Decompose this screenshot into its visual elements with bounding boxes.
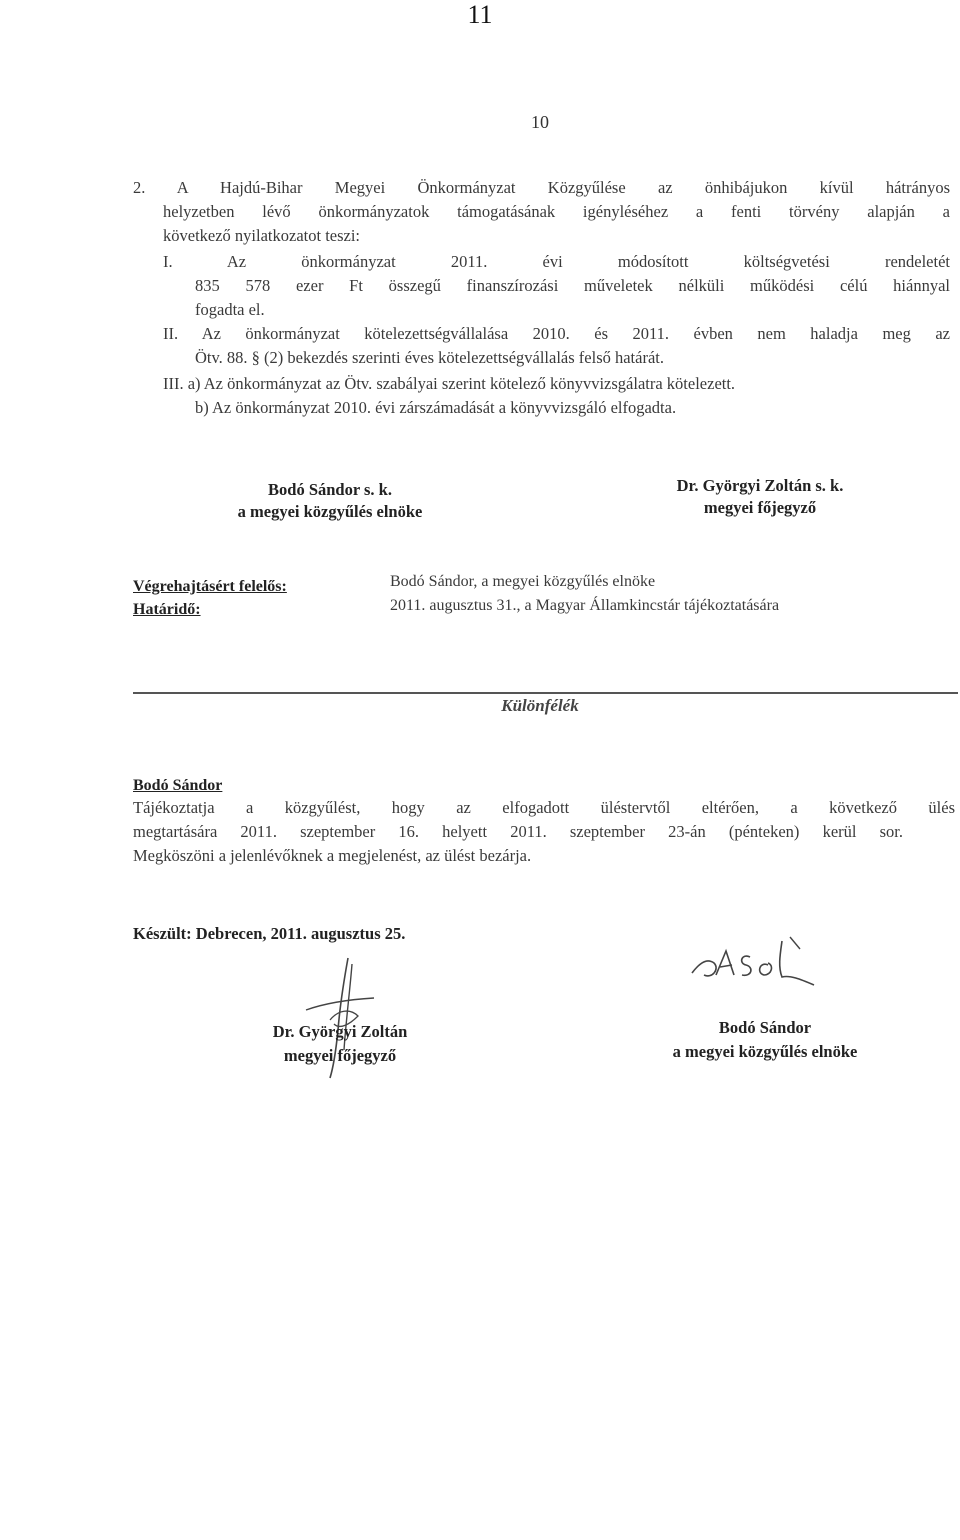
point1-line3: fogadta el. <box>195 300 265 319</box>
responsible-label: Végrehajtásért felelős: <box>133 578 287 595</box>
misc-line3: Megköszöni a jelenlévőknek a megjelenést, az ülést bezárja. <box>133 846 532 865</box>
speaker-name: Bodó Sándor <box>133 777 223 794</box>
outer-page-number: 11 <box>467 0 493 29</box>
top-left-signer-title: a megyei közgyűlés elnöke <box>237 502 423 521</box>
bottom-left-signer-name: Dr. Györgyi Zoltán <box>272 1022 408 1041</box>
handwritten-signature-right <box>690 935 820 990</box>
item2-intro-line2: helyzetben lévő önkormányzatok támogatásának igényléséhez a fenti törvény alapján a <box>163 202 950 221</box>
bottom-right-signer-title: a megyei közgyűlés elnöke <box>672 1042 858 1061</box>
deadline-label: Határidő: <box>133 601 201 618</box>
made-at: Készült: Debrecen, 2011. augusztus 25. <box>133 924 406 943</box>
responsible-value: Bodó Sándor, a megyei közgyűlés elnöke <box>390 573 656 590</box>
bottom-left-signer-title: megyei főjegyző <box>283 1046 397 1065</box>
section-divider <box>133 692 958 694</box>
top-right-signer-name: Dr. Györgyi Zoltán s. k. <box>676 476 844 495</box>
point3-line1: III. a) Az önkormányzat az Ötv. szabályai szerint kötelező könyvvizsgálatra kötelezett. <box>163 374 736 393</box>
misc-line2: megtartására 2011. szeptember 16. helyett 2011. szeptember 23-án (pénteken) kerül sor. <box>133 822 903 841</box>
misc-line1: Tájékoztatja a közgyűlést, hogy az elfogadott üléstervtől eltérően, a következő ülés <box>133 798 955 817</box>
point2-line1: II. Az önkormányzat kötelezettségvállalása 2010. és 2011. évben nem haladja meg az <box>163 324 950 343</box>
top-left-signer-name: Bodó Sándor s. k. <box>268 480 392 499</box>
point1-line2: 835 578 ezer Ft összegű finanszírozási műveletek nélküli működési célú hiánnyal <box>195 276 950 295</box>
item2-intro-line3: következő nyilatkozatot teszi: <box>163 226 361 245</box>
inner-page-number: 10 <box>531 112 549 132</box>
section-title: Különfélék <box>501 696 579 715</box>
item2-intro-line1: 2. A Hajdú-Bihar Megyei Önkormányzat Közgyűlése az önhibájukon kívül hátrányos <box>133 178 950 197</box>
point1-line1: I. Az önkormányzat 2011. évi módosított költségvetési rendeletét <box>163 252 950 271</box>
point3-line2: b) Az önkormányzat 2010. évi zárszámadását a könyvvizsgáló elfogadta. <box>195 398 677 417</box>
point2-line2: Ötv. 88. § (2) bekezdés szerinti éves kötelezettségvállalás felső határát. <box>195 348 664 367</box>
bottom-right-signer-name: Bodó Sándor <box>718 1018 812 1037</box>
deadline-value: 2011. augusztus 31., a Magyar Államkincstár tájékoztatására <box>390 597 780 614</box>
top-right-signer-title: megyei főjegyző <box>703 498 817 517</box>
